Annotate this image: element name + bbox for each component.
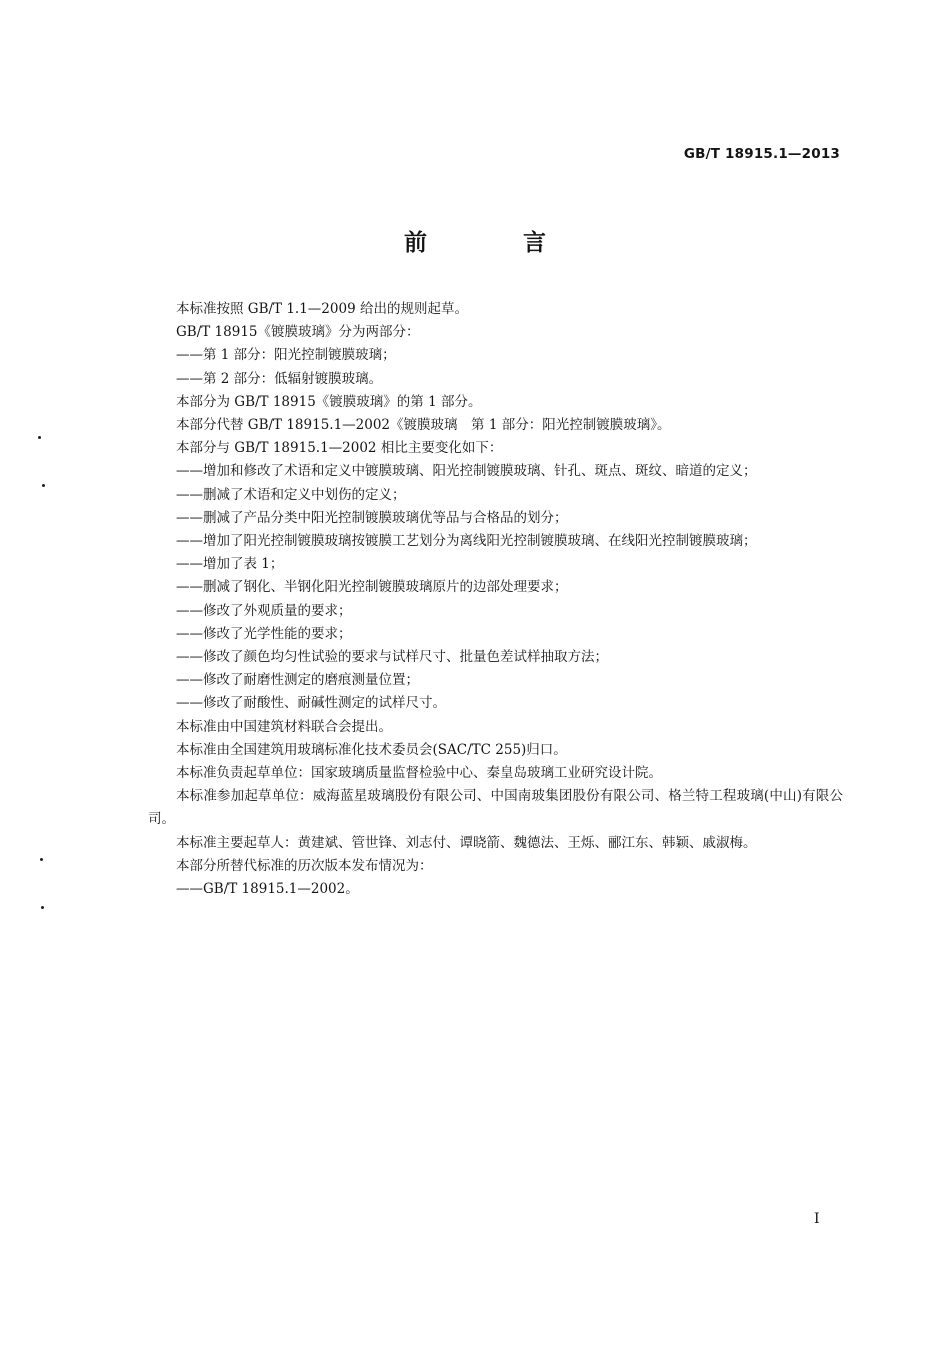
scan-speck (40, 858, 43, 861)
paragraph-proposed-by: 本标准由中国建筑材料联合会提出。 (176, 718, 392, 735)
paragraph-changes-intro: 本部分与 GB/T 18915.1—2002 相比主要变化如下： (176, 440, 503, 457)
list-item-change: ——删减了产品分类中阳光控制镀膜玻璃优等品与合格品的划分； (176, 509, 568, 526)
list-item-change: ——删减了术语和定义中划伤的定义； (176, 486, 406, 503)
paragraph-this-part: 本部分为 GB/T 18915《镀膜玻璃》的第 1 部分。 (176, 393, 482, 410)
paragraph-drafting-unit: 本标准负责起草单位：国家玻璃质量监督检验中心、秦皇岛玻璃工业研究设计院。 (176, 765, 662, 782)
standard-code: GB/T 18915.1—2013 (683, 146, 840, 162)
list-item-history: ——GB/T 18915.1—2002。 (176, 881, 359, 898)
paragraph-under-jurisdiction: 本标准由全国建筑用玻璃标准化技术委员会(SAC/TC 255)归口。 (176, 741, 567, 758)
scan-speck (38, 436, 41, 439)
list-item-part1: ——第 1 部分：阳光控制镀膜玻璃； (176, 347, 396, 364)
scan-speck (41, 906, 44, 909)
list-item-change: ——修改了耐酸性、耐碱性测定的试样尺寸。 (176, 695, 446, 712)
paragraph-history-intro: 本部分所替代标准的历次版本发布情况为： (176, 857, 433, 874)
list-item-change: ——增加和修改了术语和定义中镀膜玻璃、阳光控制镀膜玻璃、针孔、斑点、斑纹、暗道的定义； (176, 463, 757, 480)
page-number: I (814, 1211, 820, 1227)
paragraph-drafting-rules: 本标准按照 GB/T 1.1—2009 给出的规则起草。 (176, 301, 468, 317)
list-item-change: ——修改了颜色均匀性试验的要求与试样尺寸、批量色差试样抽取方法； (176, 649, 608, 666)
list-item-change: ——修改了外观质量的要求； (176, 602, 352, 619)
list-item-part2: ——第 2 部分：低辐射镀膜玻璃。 (176, 370, 383, 387)
foreword-body (148, 298, 843, 901)
list-item-change: ——增加了阳光控制镀膜玻璃按镀膜工艺划分为离线阳光控制镀膜玻璃、在线阳光控制镀膜玻璃； (176, 533, 757, 550)
paragraph-participating-units: 本标准参加起草单位：威海蓝星玻璃股份有限公司、中国南玻集团股份有限公司、格兰特工程玻璃(中山)有限公司。 (148, 788, 843, 828)
paragraph-drafters: 本标准主要起草人：黄建斌、管世锋、刘志付、谭晓箭、魏德法、王烁、郦江东、韩颖、戚淑梅。 (176, 834, 757, 851)
list-item-change: ——修改了耐磨性测定的磨痕测量位置； (176, 672, 419, 689)
list-item-change: ——删减了钢化、半钢化阳光控制镀膜玻璃原片的边部处理要求； (176, 579, 568, 596)
paragraph-replaces: 本部分代替 GB/T 18915.1—2002《镀膜玻璃 第 1 部分：阳光控制镀膜玻璃》。 (176, 417, 671, 434)
scan-speck (42, 484, 45, 487)
paragraph-parts-intro: GB/T 18915《镀膜玻璃》分为两部分： (176, 324, 420, 341)
list-item-change: ——修改了光学性能的要求； (176, 625, 352, 642)
list-item-change: ——增加了表 1； (176, 556, 284, 573)
page-title: 前 言 (403, 230, 590, 256)
